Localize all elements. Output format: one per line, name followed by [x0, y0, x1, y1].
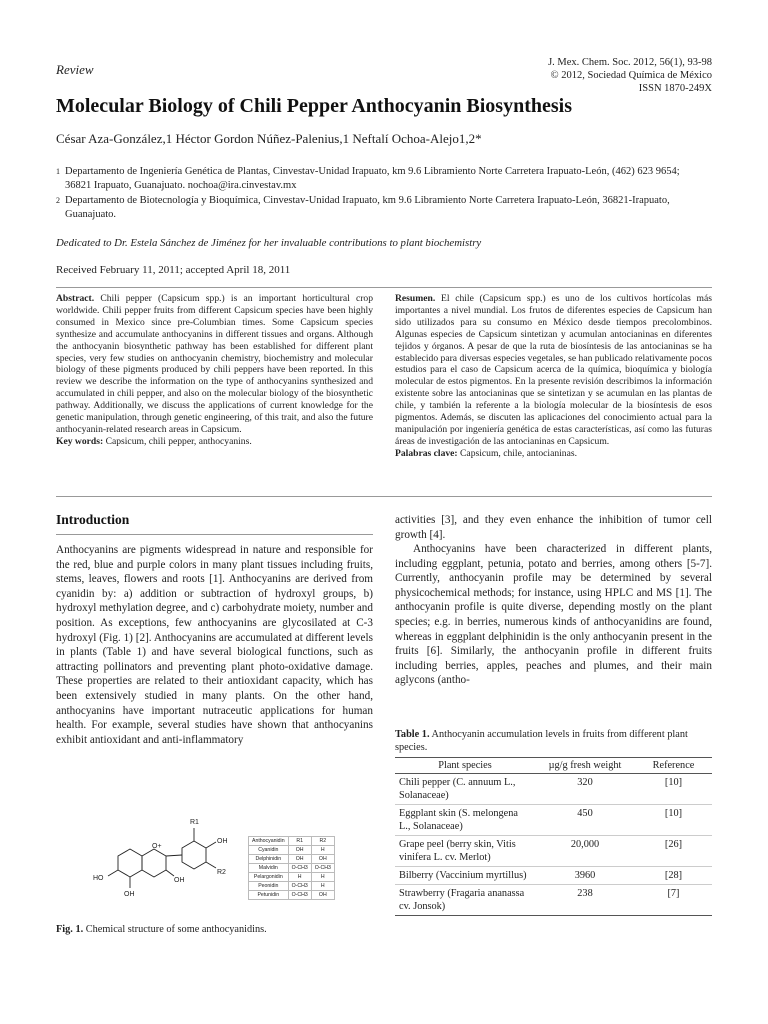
affiliation-text: Departamento de Biotecnología y Bioquímica, Cinvestav-Unidad Irapuato, km 9.6 Libramiento Norte Carretera Irapuato-León, 36821-Irapuato, Guanajuato. — [65, 195, 670, 220]
subs-cell: OH — [311, 855, 334, 864]
figure-1-caption — [56, 924, 267, 935]
affiliation-number: 2 — [56, 196, 60, 205]
abstract-divider — [56, 496, 712, 497]
subs-row — [249, 855, 335, 864]
resumen-label: Resumen. — [395, 293, 436, 304]
table-cell-species: Chili pepper (C. annuum L., Solanaceae) — [395, 774, 535, 805]
subs-cell: H — [311, 846, 334, 855]
affiliation-number: 1 — [56, 167, 60, 176]
subs-header: Anthocyanidin — [249, 837, 289, 846]
paper-title: Molecular Biology of Chili Pepper Anthocyanin Biosynthesis — [56, 95, 572, 117]
palabras-clave-line — [395, 448, 712, 460]
table-cell-ref: [10] — [635, 805, 712, 836]
subs-row — [249, 873, 335, 882]
subs-header: R2 — [311, 837, 334, 846]
table-caption-text: Anthocyanin accumulation levels in fruits from different plant species. — [395, 729, 688, 753]
subs-row — [249, 891, 335, 900]
abstract-block — [56, 293, 373, 448]
substituent-table — [248, 836, 335, 900]
label-oh-c: OH — [174, 877, 185, 884]
abstract-text: Chili pepper (Capsicum spp.) is an important horticultural crop worldwide. Chili pepper fruits from different Capsicum species have been highly consumed in Mexico since pre-Columbian times. Some Capsicum species synthesize and accumulate anthocyanins in different tissues and organs. Although the anthocyanin biosynthetic pathway has been established for different plant species, very few studies on anthocyanin chemistry, biochemistry and molecular biology of these pigments produced by chili peppers have been reported. In this review we describe the information on the type of anthocyanins synthesized and accumulated in chili pepper, and also on the molecular biology of the biosynthetic pathway. Additionally, we discuss the applications of current knowledge for the genetic manipulation, through genetic engineering, of this trait, and also the future anthocyanin-related research areas in Capsicum. — [56, 293, 373, 435]
table-header: Reference — [635, 758, 712, 774]
resumen-block — [395, 293, 712, 460]
table-cell-species: Bilberry (Vaccinium myrtillus) — [395, 867, 535, 885]
subs-cell: OH — [288, 855, 311, 864]
article-category: Review — [56, 62, 94, 77]
subs-cell: Delphinidin — [249, 855, 289, 864]
figure-caption-text: Chemical structure of some anthocyanidins. — [85, 924, 267, 935]
table-cell-value: 450 — [535, 805, 635, 836]
palabras-clave-text: Capsicum, chile, antocianinas. — [460, 447, 577, 459]
author-list: César Aza-González,1 Héctor Gordon Núñez-Palenius,1 Neftalí Ochoa-Alejo1,2* — [56, 131, 482, 146]
subs-cell: Cyanidin — [249, 846, 289, 855]
keywords-text: Capsicum, chili pepper, anthocyanins. — [105, 435, 252, 447]
subs-header: R1 — [288, 837, 311, 846]
table-cell-species: Eggplant skin (S. melongena L., Solanaceae) — [395, 805, 535, 836]
intro-paragraph-1: Anthocyanins are pigments widespread in nature and responsible for the red, blue and purple colors in many plant tissues including fruits, stems, leaves, flowers and roots [1]. Anthocyanins are derived from cyanidin by: a) addition or subtraction of hydroxyl groups, b) hydroxyl methylation degree, and c) carbohydrate moiety, number and position. As exceptions, few anthocyanins are glycosilated at C-3 hydroxyl (Fig. 1) [2]. Anthocyanins are accumulated at different levels in plants (Table 1) and have several biological functions, such as attracting pollinators and preventing plant photo-oxidative damage. These properties are related to their antioxidant capacity, which has been extensively studied in many plants. On the other hand, anthocyanins have important nutraceutic applications for human health. For example, several studies have shown that anthocyanins exhibit antioxidant and anti-inflammatory — [56, 544, 373, 746]
subs-cell: H — [311, 873, 334, 882]
table-header: Plant species — [395, 758, 535, 774]
label-o-plus: O+ — [152, 843, 162, 850]
affiliation-2 — [56, 194, 706, 222]
table-row — [395, 885, 712, 916]
figure-caption-label: Fig. 1. — [56, 924, 84, 935]
table-cell-ref: [26] — [635, 836, 712, 867]
section-heading-introduction: Introduction — [56, 512, 130, 527]
section-heading-rule — [56, 534, 373, 535]
ring-b — [182, 841, 206, 869]
subs-cell: OH — [311, 891, 334, 900]
table-caption-label: Table 1. — [395, 729, 430, 740]
subs-cell: Peonidin — [249, 882, 289, 891]
table-cell-value: 320 — [535, 774, 635, 805]
issn-line: ISSN 1870-249X — [638, 83, 712, 94]
table-row — [395, 836, 712, 867]
ring-c — [142, 849, 166, 877]
subs-cell: Pelargonidin — [249, 873, 289, 882]
dedication: Dedicated to Dr. Estela Sánchez de Jiménez for her invaluable contributions to plant biochemistry — [56, 237, 482, 249]
top-divider — [56, 287, 712, 288]
subs-cell: OH — [288, 846, 311, 855]
affiliation-text: Departamento de Ingeniería Genética de Plantas, Cinvestav-Unidad Irapuato, km 9.6 Libramiento Norte Carretera Irapuato-León, (462) 623 9654; 36821 Irapuato, Guanajuato. nochoa@ira.cinvestav.mx — [65, 166, 680, 191]
journal-citation: J. Mex. Chem. Soc. 2012, 56(1), 93-98 — [548, 57, 712, 68]
ring-a — [118, 849, 142, 877]
subs-row — [249, 864, 335, 873]
table-cell-value: 20,000 — [535, 836, 635, 867]
label-oh-a: OH — [124, 891, 135, 898]
label-r2: R2 — [217, 869, 226, 876]
copyright-line: © 2012, Sociedad Química de México — [550, 70, 712, 81]
table-1-caption — [395, 728, 712, 754]
table-1 — [395, 757, 712, 916]
anthocyanidin-structure-svg — [90, 808, 240, 920]
table-cell-value: 3960 — [535, 867, 635, 885]
subs-cell: H — [288, 873, 311, 882]
subs-cell: Malvidin — [249, 864, 289, 873]
intro-paragraph-3: Anthocyanins have been characterized in different plants, including eggplant, petunia, potato and berries, among others [5-7]. Currently, anthocyanin profile may be determined by several physicochemical methods; for instance, using HPLC and MS [1]. The anthocyanin profile is quite diverse, depending mostly on the plant species; e.g. in berries, numerous kinds of anthocyanidins are found, whereas in eggplant delphinidin is the only anthocyanin present in the fruits [6]. Similarly, the anthocyanin profile in different fruits including berries, apples, peaches and plumes, and their main aglycons (antho- — [395, 543, 712, 687]
subs-cell: O-CH3 — [311, 864, 334, 873]
label-r1: R1 — [190, 819, 199, 826]
received-dates: Received February 11, 2011; accepted April 18, 2011 — [56, 264, 291, 276]
table-cell-ref: [28] — [635, 867, 712, 885]
keywords-line — [56, 436, 373, 448]
table-row — [395, 805, 712, 836]
table-row — [395, 867, 712, 885]
subs-cell: O-CH3 — [288, 891, 311, 900]
table-cell-ref: [7] — [635, 885, 712, 916]
affiliation-1 — [56, 165, 706, 193]
label-ho-a: HO — [93, 875, 104, 882]
table-cell-species: Grape peel (berry skin, Vitis vinifera L. cv. Merlot) — [395, 836, 535, 867]
resumen-text: El chile (Capsicum spp.) es uno de los cultivos hortícolas más importantes a nivel mundial. Los frutos de diferentes especies de Capsicum han sido utilizados para su consumo en México desde tiempos precolombinos. Algunas especies de Capsicum sintetizan y acumulan antocianinas en diferentes tejidos y órganos. A pesar de que la ruta de biosíntesis de las antocianinas se ha establecido para diversas especies vegetales, se han publicado relativamente pocos estudios para el caso de Capsicum acerca de la química, bioquímica y biología molecular de estos pigmentos. En la presente revisión describimos la información existente sobre las antocianinas que se sintetizan y se acumulan en las plantas de chile, y también la referente a la biología molecular de la biosíntesis de esos pigmentos. Además, se discuten las aplicaciones del conocimiento actual para la manipulación por ingeniería genética de estas características, así como las futuras áreas de investigación de las antocianinas en Capsicum. — [395, 293, 713, 447]
table-header-row — [395, 758, 712, 774]
subs-row — [249, 882, 335, 891]
label-oh-b: OH — [217, 838, 228, 845]
table-row — [395, 774, 712, 805]
table-header: µg/g fresh weight — [535, 758, 635, 774]
table-cell-species: Strawberry (Fragaria ananassa cv. Jonsok) — [395, 885, 535, 916]
figure-1 — [90, 808, 380, 920]
subs-cell: H — [311, 882, 334, 891]
keywords-label: Key words: — [56, 435, 104, 447]
palabras-clave-label: Palabras clave: — [395, 447, 458, 459]
subs-cell: O-CH3 — [288, 882, 311, 891]
table-cell-ref: [10] — [635, 774, 712, 805]
subs-cell: O-CH3 — [288, 864, 311, 873]
table-cell-value: 238 — [535, 885, 635, 916]
abstract-label: Abstract. — [56, 293, 95, 304]
subs-cell: Petunidin — [249, 891, 289, 900]
intro-paragraph-2: activities [3], and they even enhance the inhibition of tumor cell growth [4]. — [395, 514, 712, 541]
subs-row — [249, 846, 335, 855]
